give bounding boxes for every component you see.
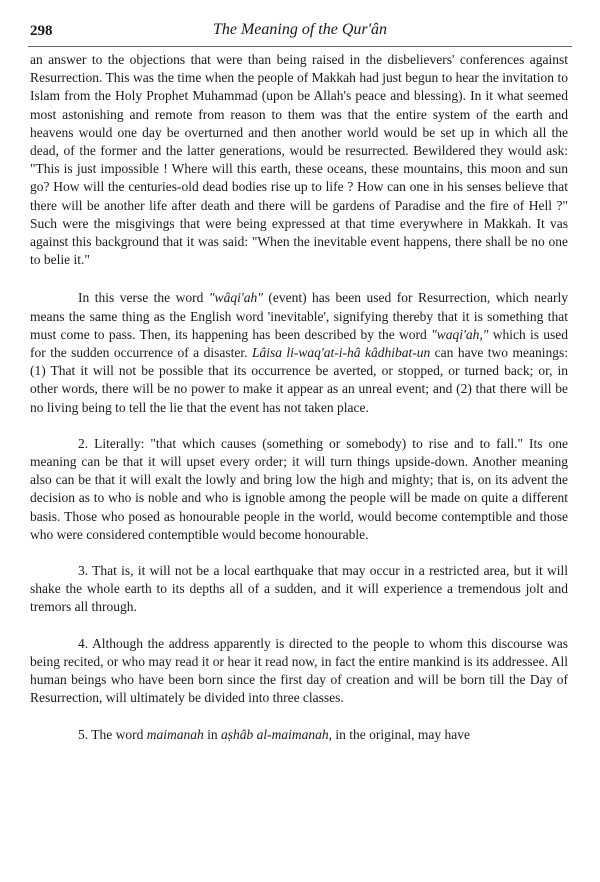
note-1-paragraph bbox=[30, 289, 568, 416]
page-number: 298 bbox=[30, 23, 53, 39]
body-text bbox=[30, 51, 568, 744]
paragraph-continuation: an answer to the objections that were than being raised in the disbelievers' conferences against Resurrection. This was the time when the people of Makkah had just begun to hear the invitation to Islam from the Holy Prophet Muhammad (upon be Allah's peace and blessing). In it what seemed most astonishing and remote from reason to them was that the entire system of the earth and heavens would one day be overturned and then another world would be set up in which all the dead, of the former and the latter generations, would be resurrected. Bewildered they would ask: "This is just impossible ! Where will this earth, these oceans, these mountains, this moon and sun go? How will the centuries-old dead bodies rise up to life ? How can one in his senses believe that there will be another life after death and there will be gardens of Paradise and the fire of Hell ?" Such were the misgivings that were being expressed at that time everywhere in Makkah. It vas against this background that it was said: "When the inevitable event happens, there shall be no one to belie it." bbox=[30, 52, 568, 268]
text-run: in the original, may have bbox=[332, 726, 470, 742]
text-run: In this verse the word bbox=[78, 290, 209, 306]
text-run: 5. The word bbox=[78, 726, 147, 742]
transliteration-ashab: aṣhâb al-maimanah, bbox=[221, 726, 333, 742]
transliteration-maimanah: maimanah bbox=[146, 726, 204, 742]
running-title: The Meaning of the Qur'ân bbox=[212, 21, 388, 38]
note-2-paragraph: 2. Literally: "that which causes (something or somebody) to rise and to fall." Its one meaning can be that it will upset every order; it will turn things upside-down. Another meaning also can be that it will exalt the lowly and bring low the high and mighty; that is, on its advent the decision as to who is noble and who is ignoble among the people will be made on quite a different basis. Those who posed as honourable people in the world, would become contemptible and those who were considered contemptible would become honourable. bbox=[30, 435, 568, 542]
note-5-paragraph bbox=[30, 726, 568, 744]
transliteration-laisa: Lâisa li-waq'at-i-hâ kâdhibat-un bbox=[251, 345, 431, 361]
note-3-paragraph: 3. That is, it will not be a local earthquake that may occur in a restricted area, but it will shake the whole earth to its depths all of a sudden, and it will experience a tremendous jolt and tremors all through. bbox=[30, 563, 568, 615]
text-run: (event) has been used for Resurrection, which nearly means the same thing as the English word 'inevitable', signifying thereby that it is something that must come to pass. Then, its happening has been described by the word bbox=[30, 290, 568, 342]
transliteration-waqiah: "wâqi'ah" bbox=[208, 290, 263, 306]
text-run: which is used for the sudden occurrence of a disaster. bbox=[30, 326, 569, 361]
note-4-paragraph: 4. Although the address apparently is directed to the people to whom this discourse was being recited, or who may read it or hear it read now, in fact the entire mankind is its addressee. All human beings who have been born since the first day of creation and will be born till the Day of Resurrection, will ultimately be divided into three classes. bbox=[30, 635, 568, 706]
text-run: in bbox=[203, 726, 222, 742]
header-rule bbox=[28, 46, 572, 47]
transliteration-waqiah-2: "waqi'ah," bbox=[431, 326, 489, 342]
text-run: can have two meanings: (1) That it will not be possible that its occurrence be averted, or stopped, or turned back; or, in other words, there will be no power to make it appear as an unreal event; and (2) that there will be no living being to tell the lie that the event has not taken place. bbox=[30, 345, 568, 415]
